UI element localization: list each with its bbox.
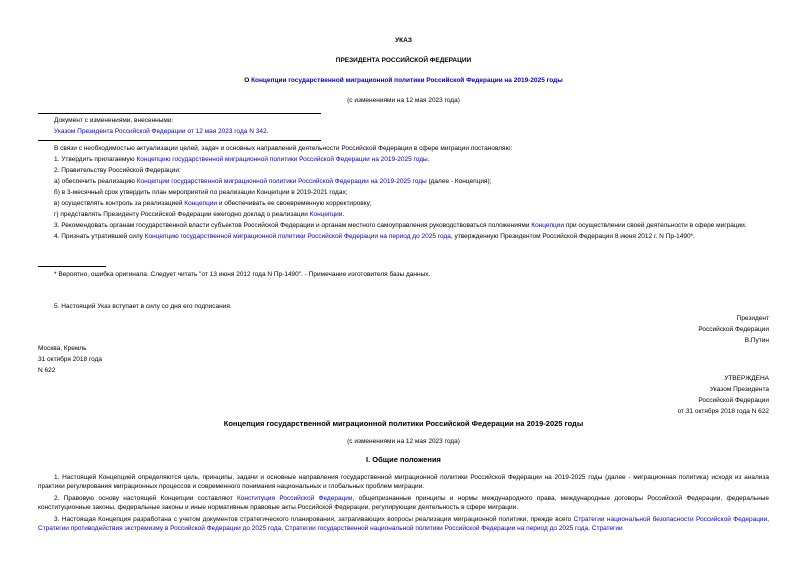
concept-item-1: 1. Настоящей Концепцией определяются цель, принципы, задачи и основные направления государственной миграционной политики Российской Федерации на 2019-2025 годы (далее - миграционная политика) исходя из анализа практики регулирования миграционных процессов и современного понимания национальных и глобальных проблем миграции. bbox=[38, 474, 769, 490]
footnote-divider bbox=[38, 266, 106, 267]
amendments-label: Документ с изменениями, внесенными: bbox=[54, 117, 174, 124]
decree-amendment-note: (с изменениями на 12 мая 2023 года) bbox=[347, 97, 460, 104]
item-2a: а) обеспечить реализацию Концепции государственной миграционной политики Российской Федерации на 2019-2025 годы (далее - Концепция); bbox=[54, 178, 492, 185]
decree-body bbox=[38, 144, 769, 241]
concept-link[interactable]: Концепции bbox=[309, 211, 343, 218]
concept-title-link[interactable]: Концепции государственной миграционной политики Российской Федерации на 2019-2025 годы bbox=[251, 77, 563, 84]
concept-body bbox=[38, 473, 769, 533]
item-2d: г) представлять Президенту Российской Федерации ежегодно доклад о реализации Концепции. bbox=[54, 211, 345, 218]
divider bbox=[38, 140, 321, 141]
item-2b: б) в 3-месячный срок утвердить план мероприятий по реализации Концепции в 2019-2021 годах; bbox=[54, 189, 348, 196]
concept-link[interactable]: Концепции bbox=[531, 222, 565, 229]
signature-country: Российской Федерации bbox=[698, 326, 769, 333]
concept-link[interactable]: Концепции государственной миграционной политики Российской Федерации на 2019-2025 годы bbox=[136, 178, 427, 185]
item-3: 3. Рекомендовать органам государственной власти субъектов Российской Федерации и органам местного самоуправления руководствоваться положениями Концепции при осуществлении своей деятельности в сфере миграции. bbox=[54, 222, 747, 229]
item-5: 5. Настоящий Указ вступает в силу со дня его подписания. bbox=[54, 303, 232, 310]
amendments-source: Указом Президента Российской Федерации от 12 мая 2023 года N 342. bbox=[54, 128, 269, 135]
concept-link[interactable]: Концепции bbox=[184, 200, 218, 207]
decree-title-prefix: О bbox=[244, 77, 252, 84]
divider bbox=[38, 113, 321, 114]
item-1: 1. Утвердить прилагаемую Концепцию государственной миграционной политики Российской Федерации на 2019-2025 годы. bbox=[54, 156, 430, 163]
decree-heading: УКАЗ bbox=[395, 37, 412, 44]
concept-amendment-note: (с изменениями на 12 мая 2023 года) bbox=[347, 438, 460, 445]
section-heading: I. Общие положения bbox=[366, 455, 441, 464]
signature-title: Президент bbox=[736, 315, 769, 322]
concept-item-2: 2. Правовую основу настоящей Концепции составляют Конституция Российской Федерации, общепризнанные принципы и нормы международного права, международные договоры Российской Федерации, федеральные конституционные законы, федеральные законы и иные нормативные правовые акты Российской Федерации, регулирующие деятельность в сфере миграции. bbox=[38, 495, 770, 511]
decree-issuer: ПРЕЗИДЕНТА РОССИЙСКОЙ ФЕДЕРАЦИИ bbox=[335, 57, 472, 64]
decree-number: N 622 bbox=[38, 367, 56, 374]
amending-decree-link[interactable]: Указом Президента Российской Федерации от 12 мая 2023 года N 342 bbox=[54, 128, 267, 135]
old-concept-link[interactable]: Концепцию государственной миграционной политики Российской Федерации на период до 2025 года bbox=[144, 233, 451, 240]
concept-link[interactable]: Концепцию государственной миграционной политики Российской Федерации на 2019-2025 годы bbox=[136, 156, 428, 163]
place-date-block bbox=[38, 344, 769, 375]
constitution-link[interactable]: Конституция Российской Федерации bbox=[237, 495, 353, 502]
concept-item-3: 3. Настоящая Концепция разработана с учетом документов стратегического планирования, затрагивающих вопросы реализации миграционной политики, прежде всего Стратегии национальной безопасности Российской Федерации, Стратегии противодействия экстремизму в Российской Федерации до 2025 года, Стратегии государственной национальной политики Российской Федерации на период до 2025 года, Стратегии bbox=[38, 516, 770, 532]
decree-title bbox=[38, 76, 769, 85]
approval-block: УТВЕРЖДЕНА Указом Президента Российской Федерации от 31 октября 2018 года N 622 bbox=[38, 374, 769, 416]
item-4: 4. Признать утратившей силу Концепцию государственной миграционной политики Российской Федерации на период до 2025 года, утвержденную Президентом Российской Федерации 8 июня 2012 г. N Пр-1490*. bbox=[54, 233, 695, 240]
item-2: 2. Правительству Российской Федерации: bbox=[54, 167, 181, 174]
date: 31 октября 2018 года bbox=[38, 356, 103, 363]
signature-block bbox=[38, 314, 769, 345]
intro-paragraph: В связи с необходимостью актуализации целей, задач и основных направлений деятельности Российской Федерации в сфере миграции постановляю: bbox=[54, 145, 513, 152]
national-policy-strategy-link[interactable]: Стратегии государственной национальной политики Российской Федерации на период до 2025 года bbox=[284, 525, 589, 532]
footnote: * Вероятно, ошибка оригинала. Следует читать "от 13 июня 2012 года N Пр-1490". - Примечание изготовителя базы данных. bbox=[54, 271, 431, 278]
security-strategy-link[interactable]: Стратегии национальной безопасности Российской Федерации bbox=[573, 516, 768, 523]
extremism-strategy-link[interactable]: Стратегии противодействия экстремизму в Российской Федерации до 2025 года bbox=[38, 525, 282, 532]
signature-name: В.Путин bbox=[744, 337, 769, 344]
place: Москва, Кремль bbox=[38, 345, 87, 352]
concept-title: Концепция государственной миграционной политики Российской Федерации на 2019-2025 годы bbox=[223, 419, 584, 428]
strategy-link[interactable]: Стратегии bbox=[591, 525, 623, 532]
approved-label: УТВЕРЖДЕНА bbox=[724, 375, 769, 382]
item-2c: в) осуществлять контроль за реализацией Концепции и обеспечивать ее своевременную корректировку; bbox=[54, 200, 372, 207]
